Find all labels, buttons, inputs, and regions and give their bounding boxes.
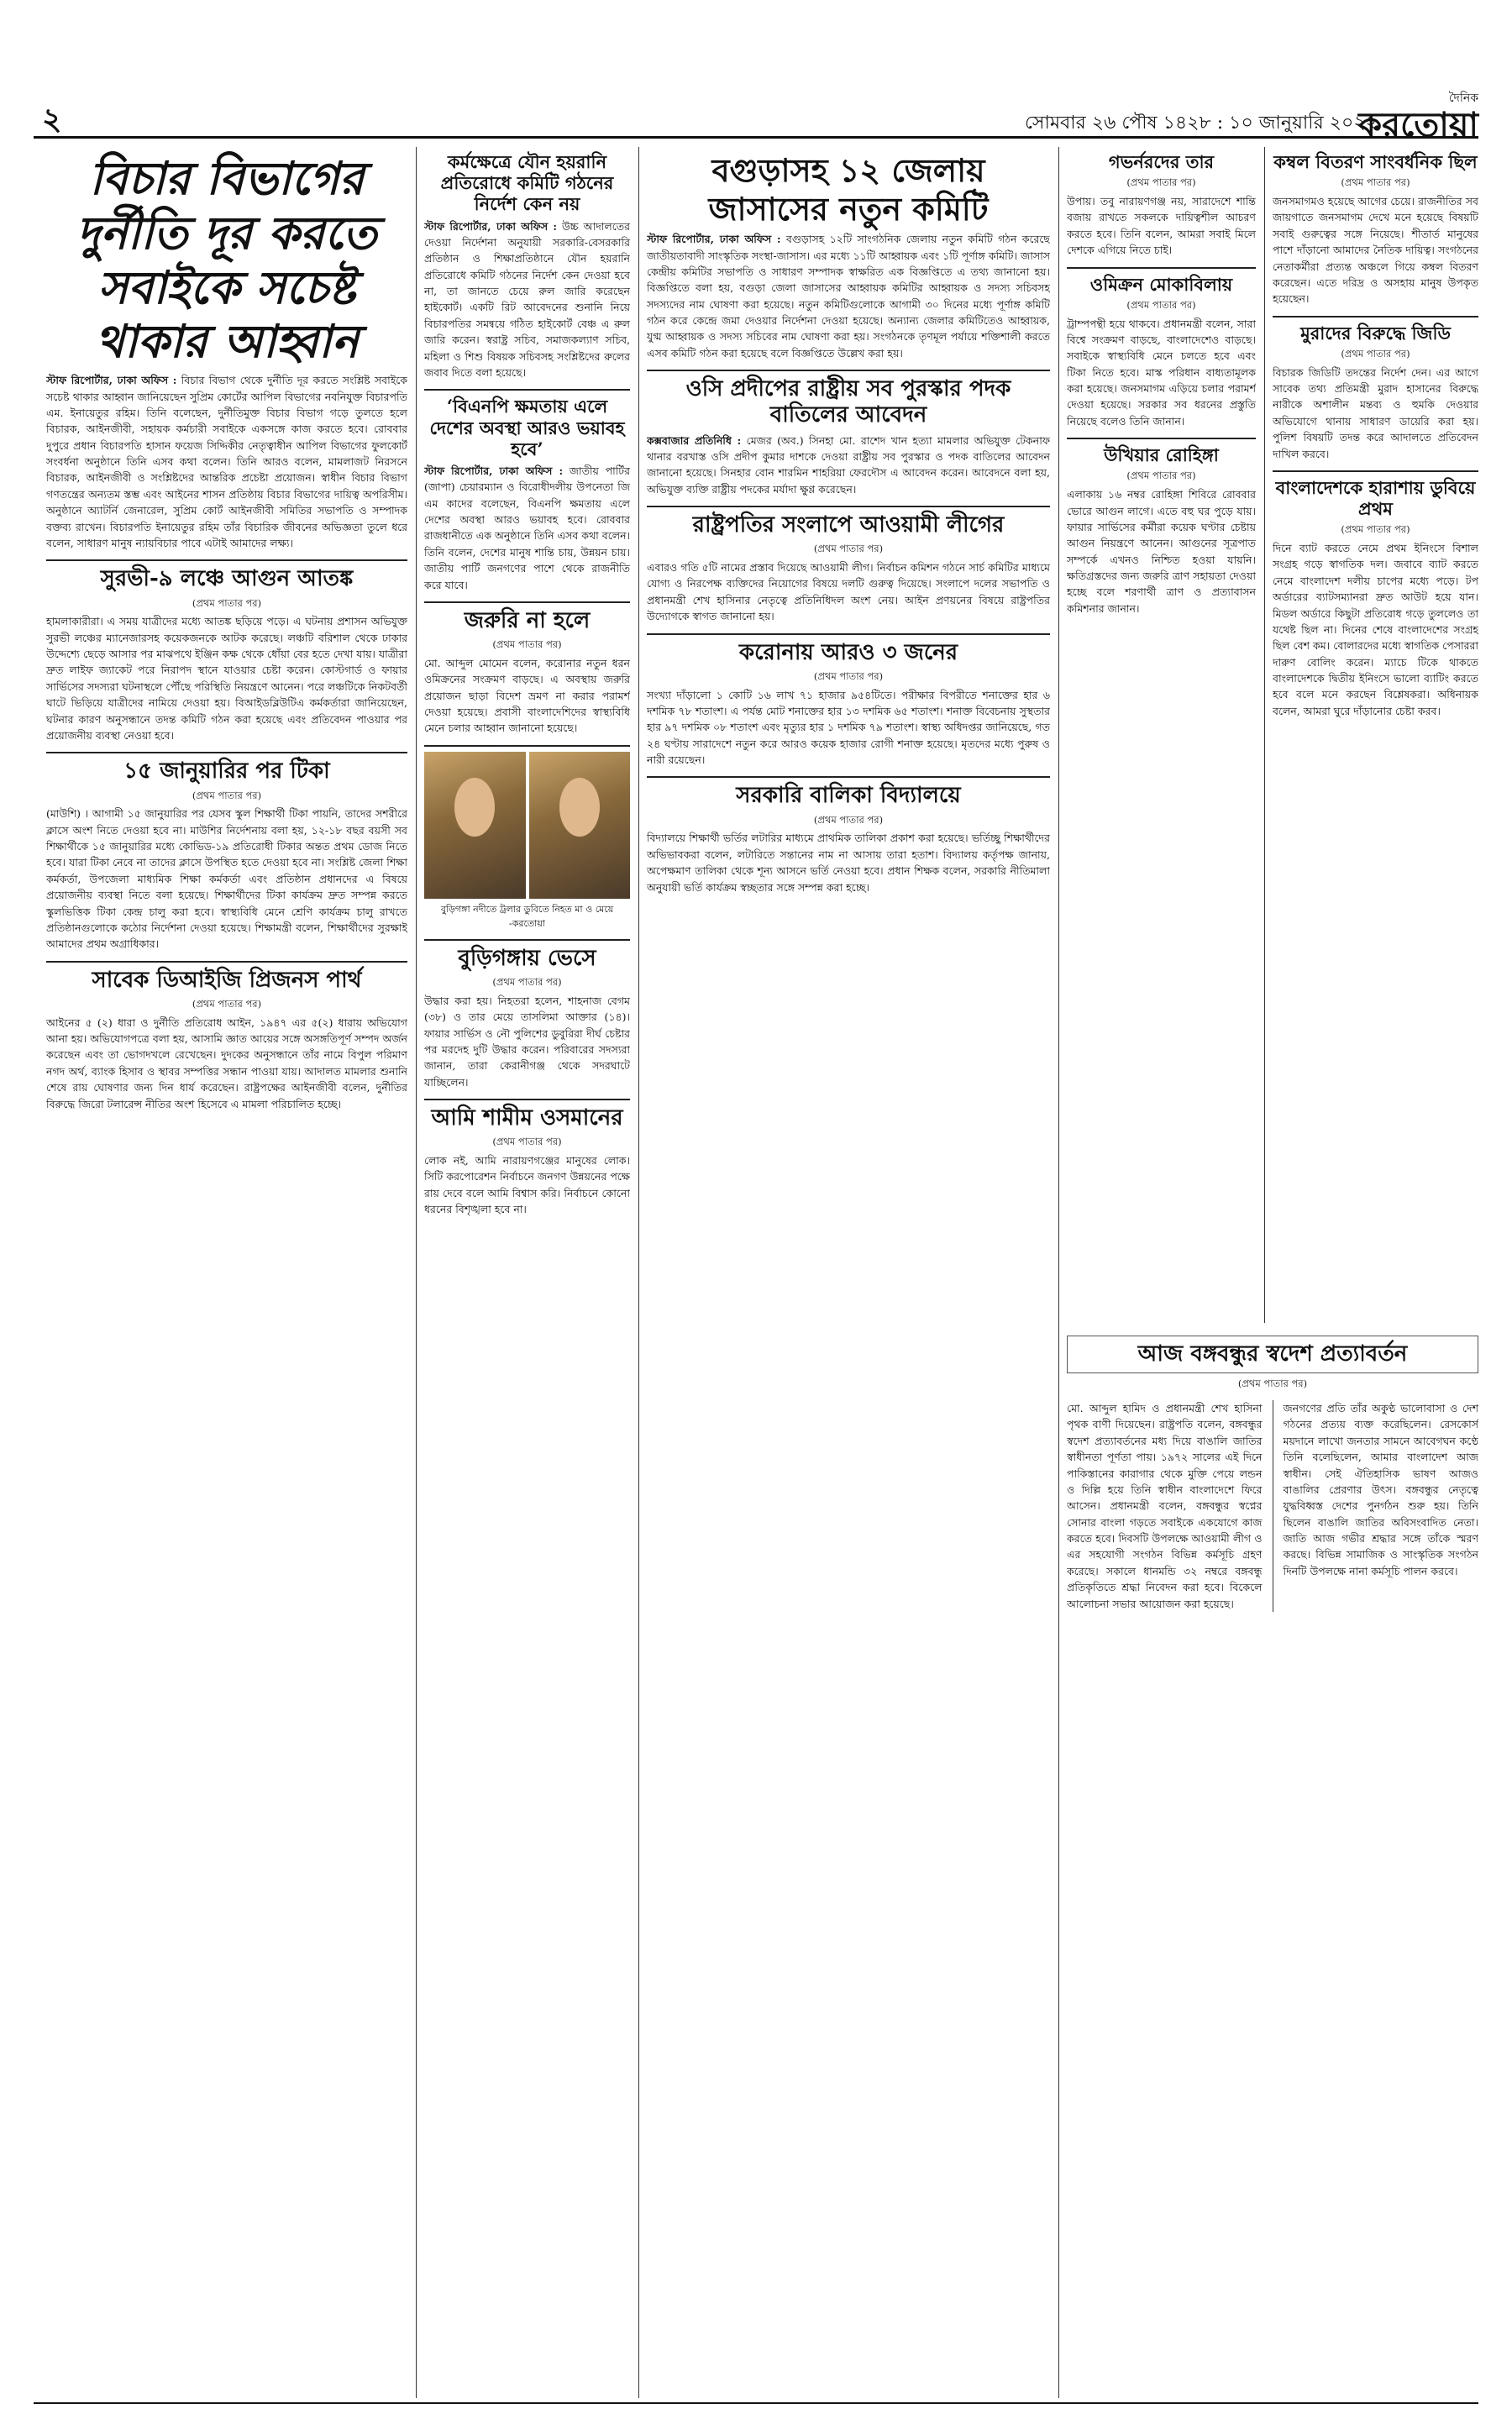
- article: [46, 758, 407, 952]
- continued-label: (প্রথম পাতার পর): [813, 543, 884, 555]
- article-body: দিনে ব্যাট করতে নেমে প্রথম ইনিংসে বিশাল সংগ্রহ গড়ে স্বাগতিক দল। জবাবে ব্যাট করতে নেমে বাংলাদেশ দলীয় চাপের মধ্যে পড়ে। টপ অর্ডারের ব্যাটসম্যানরা দ্রুত আউট হয়ে যান। মিডল অর্ডারে কিছুটা প্রতিরোধ গড়ে তুললেও তা যথেষ্ট ছিল না। দিনের শেষে বাংলাদেশের সংগ্রহ ছিল বেশ কম। বোলারদের মধ্যে স্বাগতিক পেসাররা দারুণ বোলিং করেন। ম্যাচে টিকে থাকতে বাংলাদেশকে দ্বিতীয় ইনিংসে ভালো ব্যাটিং করতে হবে বলে মনে করছেন বিশ্লেষকরা। অধিনায়ক বলেন, আমরা ঘুরে দাঁড়ানোর চেষ্টা করব।: [1273, 542, 1478, 717]
- continued-label: (প্রথম পাতার পর): [1341, 176, 1410, 189]
- headline: জরুরি না হলে: [464, 607, 591, 633]
- continued-label: (প্রথম পাতার পর): [813, 669, 884, 682]
- byline: স্টাফ রিপোর্টার, ঢাকা অফিস :: [424, 464, 564, 477]
- article-body: উচ্চ আদালতের দেওয়া নির্দেশনা অনুযায়ী সরকারি-বেসরকারি প্রতিষ্ঠান ও শিক্ষাপ্রতিষ্ঠানে যৌন হয়রানি প্রতিরোধে কমিটি গঠনের নির্দেশ কেন দেওয়া হবে না, তা জানতে চেয়ে রুল জারি করেছেন হাইকোর্ট। একটি রিট আবেদনের শুনানি নিয়ে বিচারপতির সমন্বয়ে গঠিত হাইকোর্ট বেঞ্চ এ রুল জারি করেন। স্বরাষ্ট্র সচিব, সমাজকল্যাণ সচিব, মহিলা ও শিশু বিষয়ক সচিবসহ সংশ্লিষ্টদের রুলের জবাব দিতে বলা হয়েছে।: [424, 219, 630, 379]
- article: [46, 968, 407, 1112]
- column-3: [647, 151, 1050, 2394]
- article-body: উদ্ধার করা হয়। নিহতরা হলেন, শাহনাজ বেগম (৩৮) ও তার মেয়ে তাসলিমা আক্তার (১৪)। ফায়ার সার্ভিস ও নৌ পুলিশের ডুবুরিরা দীর্ঘ চেষ্টার পর মরদেহ দুটি উদ্ধার করেন। পরিবারের সদস্যরা জানান, তারা কেরানীগঞ্জ থেকে সদরঘাটে যাচ্ছিলেন।: [424, 994, 630, 1089]
- photo-left: [424, 752, 526, 899]
- headline: ১৫ জানুয়ারির পর টিকা: [123, 758, 330, 785]
- article: [424, 1105, 630, 1218]
- headline: রাষ্ট্রপতির সংলাপে আওয়ামী লীগের: [692, 512, 1005, 538]
- continued-label: (প্রথম পাতার পর): [192, 596, 262, 609]
- column-4: [1067, 151, 1256, 1323]
- continued-label: (প্রথম পাতার পর): [492, 638, 562, 651]
- continued-label: (প্রথম পাতার পর): [1126, 470, 1196, 482]
- byline: স্টাফ রিপোর্টার, ঢাকা অফিস :: [46, 374, 177, 387]
- article: [647, 783, 1050, 895]
- continued-label: (প্রথম পাতার পর): [192, 789, 262, 801]
- headline: উখিয়ার রোহিঙ্গা: [1104, 444, 1219, 466]
- article: [647, 376, 1050, 497]
- headline: ওসি প্রদীপের রাষ্ট্রীয় সব পুরস্কার পদক বাতিলের আবেদন: [685, 376, 1011, 428]
- article-body: মেজর (অব.) সিনহা মো. রাশেদ খান হত্যা মামলার অভিযুক্ত টেকনাফ থানার বরখাস্ত ওসি প্রদীপ কুমার দাশকে দেওয়া রাষ্ট্রীয় সব পুরস্কার ও পদক বাতিলের আবেদন জানানো হয়েছে। সিনহার বোন শারমিন শাহরিয়া ফেরদৌস এ আবেদন করেন। আবেদনে বলা হয়, অভিযুক্ত ব্যক্তি রাষ্ট্রীয় পদকের মর্যাদা ক্ষুণ্ণ করেছেন।: [647, 433, 1050, 496]
- headline: বুড়িগঙ্গায় ভেসে: [458, 945, 596, 971]
- continued-label: (প্রথম পাতার পর): [1341, 347, 1410, 360]
- headline: ওমিক্রন মোকাবিলায়: [1089, 273, 1233, 295]
- article-body: জনসমাগমও হয়েছে আগের চেয়ে। রাজনীতির সব জায়গাতে জনসমাগম দেখে মনে হয়েছে বিষয়টি সবাই গুরুত্বের সঙ্গে নিয়েছে। শীতার্ত মানুষের পাশে দাঁড়ানো আমাদের নৈতিক দায়িত্ব। সংগঠনের নেতাকর্মীরা প্রত্যন্ত অঞ্চলে গিয়ে কম্বল বিতরণ করেছেন। এতে দরিদ্র ও অসহায় মানুষ উপকৃত হয়েছেন।: [1273, 195, 1478, 306]
- article-bangabandhu: [1067, 1336, 1478, 2394]
- headline: সরকারি বালিকা বিদ্যালয়ে: [736, 783, 961, 809]
- continued-label: (প্রথম পাতার পর): [492, 1136, 562, 1148]
- byline: স্টাফ রিপোর্টার, ঢাকা অফিস :: [647, 233, 781, 246]
- page-header: [34, 92, 1478, 144]
- headline: কর্মক্ষেত্রে যৌন হয়রানি প্রতিরোধে কমিটি গঠনের নির্দেশ কেন নয়: [440, 151, 614, 215]
- headline: আমি শামীম ওসমানের: [431, 1105, 623, 1131]
- headline: বিচার বিভাগের দুর্নীতি দূর করতে সবাইকে সচেষ্ট থাকার আহ্বান: [76, 151, 377, 369]
- article: [46, 151, 407, 551]
- headline: ‘বিএনপি ক্ষমতায় এলে দেশের অবস্থা আরও ভয়াবহ হবে’: [429, 396, 625, 459]
- continued-label: (প্রথম পাতার পর): [492, 976, 562, 989]
- article: [46, 566, 407, 743]
- article-body: সংখ্যা দাঁড়ালো ১ কোটি ১৬ লাখ ৭১ হাজার ৯৫৪টিতে। পরীক্ষার বিপরীতে শনাক্তের হার ৬ দশমিক ৭৮ শতাংশ। এ পর্যন্ত মোট শনাক্তের হার ১৩ দশমিক ৬৫ শতাংশ। শনাক্ত বিবেচনায় সুস্থতার হার ৯৭ দশমিক ০৮ শতাংশ এবং মৃত্যুর হার ১ দশমিক ৭৯ শতাংশ। স্বাস্থ্য অধিদপ্তর জানিয়েছে, গত ২৪ ঘণ্টায় সারাদেশে নতুন করে আরও কয়েক হাজার রোগী শনাক্ত হয়েছে। মৃতদের মধ্যে পুরুষ ও নারী রয়েছেন।: [647, 688, 1050, 767]
- article-body-left: মো. আব্দুল হামিদ ও প্রধানমন্ত্রী শেখ হাসিনা পৃথক বাণী দিয়েছেন। রাষ্ট্রপতি বলেন, বঙ্গবন্ধুর স্বদেশ প্রত্যাবর্তনের মধ্য দিয়ে বাঙালি জাতির স্বাধীনতা পূর্ণতা পায়। ১৯৭২ সালের এই দিনে পাকিস্তানের কারাগার থেকে মুক্তি পেয়ে লন্ডন ও দিল্লি হয়ে তিনি স্বাধীন বাংলাদেশে ফিরে আসেন। প্রধানমন্ত্রী বলেন, বঙ্গবন্ধুর স্বপ্নের সোনার বাংলা গড়তে সবাইকে একযোগে কাজ করতে হবে। দিবসটি উপলক্ষে আওয়ামী লীগ ও এর সহযোগী সংগঠন বিভিন্ন কর্মসূচি গ্রহণ করেছে। সকালে ধানমন্ডি ৩২ নম্বরে বঙ্গবন্ধু প্রতিকৃতিতে শ্রদ্ধা নিবেদন করা হবে। বিকেলে আলোচনা সভার আয়োজন করা হয়েছে।: [1067, 1402, 1263, 1610]
- article-body: বিচার বিভাগ থেকে দুর্নীতি দূর করতে সংশ্লিষ্ট সবাইকে সচেষ্ট থাকার আহ্বান জানিয়েছেন সুপ্রিম কোর্টের আপিল বিভাগের নবনিযুক্ত বিচারপতি এম. ইনায়েতুর রহিম। তিনি বলেছেন, দুর্নীতিমুক্ত বিচার বিভাগ গড়ে তুলতে হলে বিচারক, আইনজীবী, সহায়ক কর্মচারী সবাইকে একসঙ্গে কাজ করতে হবে। রোববার দুপুরে প্রধান বিচারপতি হাসান ফয়েজ সিদ্দিকীর নেতৃত্বাধীন আপিল বিভাগের ফুলকোর্ট সংবর্ধনা অনুষ্ঠানে তিনি এসব কথা বলেন। তিনি আরও বলেন, মামলাজট নিরসনে বিচারক, আইনজীবী ও সংশ্লিষ্টদের আন্তরিক প্রচেষ্টা প্রয়োজন। স্বাধীন বিচার বিভাগ গণতন্ত্রের অন্যতম স্তম্ভ এবং আইনের শাসন প্রতিষ্ঠায় বিচার বিভাগের দায়িত্ব অপরিসীম। অনুষ্ঠানে অ্যাটর্নি জেনারেল, সুপ্রিম কোর্ট আইনজীবী সমিতির সভাপতি ও সম্পাদক বক্তব্য রাখেন। বিচারপতি ইনায়েতুর রহিম তাঁর বিচারিক জীবনের অভিজ্ঞতা তুলে ধরে বলেন, সাধারণ মানুষ ন্যায়বিচার পাবে এটাই আমাদের লক্ষ্য।: [46, 374, 407, 549]
- continued-label: (প্রথম পাতার পর): [1126, 176, 1196, 189]
- article-body: হামলাকারীরা। এ সময় যাত্রীদের মধ্যে আতঙ্ক ছড়িয়ে পড়ে। এ ঘটনায় প্রশাসন অভিযুক্ত সুরভী লঞ্চের ম্যানেজারসহ কয়েকজনকে আটক করেছে। লঞ্চটি বরিশাল থেকে ঢাকার উদ্দেশ্যে ছেড়ে আসার পর মাঝপথে ইঞ্জিন কক্ষ থেকে ধোঁয়া বের হতে দেখা যায়। যাত্রীরা দ্রুত লাইফ জ্যাকেট পরে নিরাপদ স্থানে যাওয়ার চেষ্টা করেন। কোস্টগার্ড ও ফায়ার সার্ভিসের সদস্যরা ঘটনাস্থলে পৌঁছে পরিস্থিতি নিয়ন্ত্রণে আনেন। পরে লঞ্চটিকে নিকটবর্তী ঘাটে ভিড়িয়ে যাত্রীদের নামিয়ে দেওয়া হয়। বিআইডব্লিউটিএ কর্মকর্তারা জানিয়েছেন, ঘটনার কারণ অনুসন্ধানে তদন্ত কমিটি গঠন করা হয়েছে এবং প্রতিবেদন পাওয়ার পর প্রয়োজনীয় ব্যবস্থা নেওয়া হবে।: [46, 615, 407, 742]
- article: [424, 752, 630, 931]
- headline: কম্বল বিতরণ সাংবর্ধনিক ছিল: [1273, 151, 1478, 172]
- article-body: এলাকায় ১৬ নম্বর রোহিঙ্গা শিবিরে রোববার ভোরে আগুন লাগে। এতে বহু ঘর পুড়ে যায়। ফায়ার সার্ভিসের কর্মীরা কয়েক ঘণ্টার চেষ্টায় আগুন নিয়ন্ত্রণে আনেন। আগুনের সূত্রপাত সম্পর্কে এখনও নিশ্চিত হওয়া যায়নি। ক্ষতিগ্রস্তদের জন্য জরুরি ত্রাণ সহায়তা দেওয়া হচ্ছে বলে শরণার্থী ত্রাণ ও প্রত্যাবাসন কমিশনার জানান।: [1067, 488, 1256, 615]
- headline: গভর্নরদের তার: [1108, 151, 1215, 172]
- headline: সুরভী-৯ লঞ্চে আগুন আতঙ্ক: [100, 566, 354, 592]
- article-body: লোক নই, আমি নারায়ণগঞ্জের মানুষের লোক। সিটি করপোরেশন নির্বাচনে জনগণ উন্নয়নের পক্ষে রায় দেবে বলে আমি বিশ্বাস করি। নির্বাচনে কোনো ধরনের বিশৃঙ্খলা হবে না।: [424, 1154, 630, 1216]
- article-body: ট্রাম্পপন্থী হয়ে থাকবে। প্রধানমন্ত্রী বলেন, সারা বিশ্বে সংক্রমণ বাড়ছে, বাংলাদেশেও বাড়ছে। সবাইকে স্বাস্থ্যবিধি মেনে চলতে হবে এবং টিকা নিতে হবে। মাস্ক পরিধান বাধ্যতামূলক করা হয়েছে। জনসমাগম এড়িয়ে চলার পরামর্শ দেওয়া হয়েছে। সরকার সব ধরনের প্রস্তুতি নিয়েছে বলেও তিনি জানান।: [1067, 317, 1256, 428]
- article-body: বগুড়াসহ ১২টি সাংগঠনিক জেলায় নতুন কমিটি গঠন করেছে জাতীয়তাবাদী সাংস্কৃতিক সংস্থা-জাসাস। এর মধ্যে ১১টি আহ্বায়ক এবং ১টি পূর্ণাঙ্গ কমিটি। জাসাস কেন্দ্রীয় কমিটির সভাপতি ও সাধারণ সম্পাদক স্বাক্ষরিত এক বিজ্ঞপ্তিতে এ তথ্য জানানো হয়। বিজ্ঞপ্তিতে বলা হয়, বগুড়া জেলা জাসাসের আহ্বায়ক কমিটির আহ্বায়ক ও সদস্য সচিবসহ সদস্যদের নাম ঘোষণা করা হয়েছে। নতুন কমিটিগুলোকে আগামী ৩০ দিনের মধ্যে পূর্ণাঙ্গ কমিটি গঠন করে কেন্দ্রে জমা দেওয়ার নির্দেশনা দেওয়া হয়েছে। অন্যান্য জেলার কমিটিতেও আহ্বায়ক, যুগ্ম আহ্বায়ক ও সদস্য সচিবের নাম ঘোষণা করা হয়। সংগঠনকে তৃণমূল পর্যায়ে শক্তিশালী করতে এসব কমিটি গঠন করা হয়েছে বলে বিজ্ঞপ্তিতে উল্লেখ করা হয়।: [647, 233, 1050, 360]
- article: [424, 608, 630, 737]
- headline: বাংলাদেশকে হারাশায় ডুবিয়ে প্রথম: [1275, 476, 1476, 520]
- column-5: [1273, 151, 1478, 1323]
- article-body: (মাউশি) । আগামী ১৫ জানুয়ারির পর যেসব স্কুল শিক্ষার্থী টিকা পায়নি, তাদের সশরীরে ক্লাসে অংশ নিতে দেওয়া হবে না। মাউশির নির্দেশনায় বলা হয়, ১২-১৮ বছর বয়সী সব শিক্ষার্থীকে ১৫ জানুয়ারির মধ্যে কোভিড-১৯ প্রতিরোধী টিকার অন্তত প্রথম ডোজ নিতে হবে। যারা টিকা নেবে না তাদের ক্লাসে উপস্থিত হতে দেওয়া হবে না। সংশ্লিষ্ট জেলা শিক্ষা কর্মকর্তা, উপজেলা মাধ্যমিক শিক্ষা কর্মকর্তা এবং প্রতিষ্ঠান প্রধানদের এ বিষয়ে প্রয়োজনীয় ব্যবস্থা নিতে বলা হয়েছে। শিক্ষার্থীদের টিকা কার্যক্রম দ্রুত সম্পন্ন করতে স্কুলভিত্তিক টিকা কেন্দ্র চালু করা হবে। স্বাস্থ্যবিধি মেনে শ্রেণি কার্যক্রম চালু রাখতে প্রতিষ্ঠানগুলোকে কঠোর নির্দেশনা দেওয়া হয়েছে। শিক্ষামন্ত্রী বলেন, শিক্ষার্থীদের সুরক্ষাই আমাদের প্রথম অগ্রাধিকার।: [46, 807, 407, 951]
- article: [1273, 151, 1478, 307]
- headline: মুরাদের বিরুদ্ধে জিডি: [1300, 322, 1451, 344]
- article: [1067, 274, 1256, 430]
- article-body: বিচারক জিডিটি তদন্তের নির্দেশ দেন। এর আগে সাবেক তথ্য প্রতিমন্ত্রী মুরাদ হাসানের বিরুদ্ধে নারীকে অশালীন মন্তব্য ও হুমকি দেওয়ার অভিযোগে থানায় সাধারণ ডায়েরি করা হয়। পুলিশ বিষয়টি তদন্ত করে আদালতে প্রতিবেদন দাখিল করবে।: [1273, 365, 1478, 460]
- article: [1273, 323, 1478, 462]
- continued-label: (প্রথম পাতার পর): [1237, 1378, 1308, 1390]
- continued-label: (প্রথম পাতার পর): [1341, 523, 1410, 536]
- continued-label: (প্রথম পাতার পর): [1126, 298, 1196, 311]
- headline: সাবেক ডিআইজি প্রিজনস পার্থ: [92, 967, 362, 993]
- article-body: আইনের ৫ (২) ধারা ও দুর্নীতি প্রতিরোধ আইন, ১৯৪৭ এর ৫(২) ধারায় অভিযোগ আনা হয়। অভিযোগপত্রে বলা হয়, আসামি জ্ঞাত আয়ের সঙ্গে অসঙ্গতিপূর্ণ সম্পদ অর্জন করেছেন এবং তা ভোগদখলে রেখেছেন। দুদকের অনুসন্ধানে তাঁর নামে বিপুল পরিমাণ নগদ অর্থ, ব্যাংক হিসাব ও স্থাবর সম্পত্তির সন্ধান পাওয়া যায়। আদালত মামলার শুনানি শেষে রায় ঘোষণার জন্য দিন ধার্য করেছেন। রাষ্ট্রপক্ষের আইনজীবী বলেন, দুর্নীতির বিরুদ্ধে জিরো টলারেন্স নীতির অংশ হিসেবে এ মামলা পরিচালিত হচ্ছে।: [46, 1016, 407, 1110]
- article-body-right: জনগণের প্রতি তাঁর অকুণ্ঠ ভালোবাসা ও দেশ গঠনের প্রত্যয় ব্যক্ত করেছিলেন। রেসকোর্স ময়দানে লাখো জনতার সামনে আবেগঘন কণ্ঠে তিনি বলেছিলেন, আমার বাংলাদেশ আজ স্বাধীন। সেই ঐতিহাসিক ভাষণ আজও বাঙালির প্রেরণার উৎস। বঙ্গবন্ধুর নেতৃত্বে যুদ্ধবিধ্বস্ত দেশের পুনর্গঠন শুরু হয়। তিনি ছিলেন বাঙালি জাতির অবিসংবাদিত নেতা। জাতি আজ গভীর শ্রদ্ধার সঙ্গে তাঁকে স্মরণ করছে। বিভিন্ন সামাজিক ও সাংস্কৃতিক সংগঠন দিনটি উপলক্ষে নানা কর্মসূচি পালন করবে।: [1283, 1402, 1478, 1577]
- headline: আজ বঙ্গবন্ধুর স্বদেশ প্রত্যাবর্তন: [1067, 1336, 1478, 1373]
- article: [647, 512, 1050, 625]
- article: [424, 151, 630, 381]
- article: [424, 396, 630, 593]
- photo-caption: বুড়িগঙ্গা নদীতে ট্রলার ডুবিতে নিহত মা ও মেয়ে -করতোয়া: [440, 903, 614, 929]
- masthead: [1358, 88, 1478, 142]
- article-body: উপায়। তবু নারায়ণগঞ্জ নয়, সারাদেশে শান্তি বজায় রাখতে সকলকে দায়িত্বশীল আচরণ করতে হবে। তিনি বলেন, আমরা সবাই মিলে দেশকে এগিয়ে নিতে চাই।: [1067, 195, 1256, 257]
- continued-label: (প্রথম পাতার পর): [813, 813, 884, 826]
- issue-date: সোমবার ২৬ পৌষ ১৪২৮ : ১০ জানুয়ারি ২০২২: [1025, 113, 1378, 134]
- byline: স্টাফ রিপোর্টার, ঢাকা অফিস :: [424, 219, 558, 233]
- article-body: জাতীয় পার্টির (জাপা) চেয়ারম্যান ও বিরোধীদলীয় উপনেতা জি এম কাদের বলেছেন, বিএনপি ক্ষমতায় এলে দেশের অবস্থা আরও ভয়াবহ হবে। রোববার রাজধানীতে এক অনুষ্ঠানে তিনি এসব কথা বলেন। তিনি বলেন, দেশের মানুষ শান্তি চায়, উন্নয়ন চায়। জাতীয় পার্টি জনগণের পাশে থেকে রাজনীতি করে যাবে।: [424, 464, 630, 591]
- masthead-title: করতোয়া: [1358, 105, 1478, 144]
- article: [424, 946, 630, 1090]
- article-body: এবারও গতি ৫টি নামের প্রস্তাব দিয়েছে আওয়ামী লীগ। নির্বাচন কমিশন গঠনে সার্চ কমিটির মাধ্যমে যোগ্য ও নিরপেক্ষ ব্যক্তিদের নিয়োগের বিষয়ে দলটি গুরুত্ব দিয়েছে। সংলাপে দলের সভাপতি ও প্রধানমন্ত্রী শেখ হাসিনার নেতৃত্বে প্রতিনিধিদল অংশ নেয়। আইন প্রণয়নের বিষয়ে রাষ্ট্রপতির উদ্যোগকে স্বাগত জানানো হয়।: [647, 561, 1050, 623]
- photo-right: [529, 752, 631, 899]
- column-1: [46, 151, 407, 2394]
- continued-label: (প্রথম পাতার পর): [192, 997, 262, 1010]
- masthead-small: দৈনিক: [1448, 92, 1478, 105]
- news-photo: [424, 752, 630, 899]
- article-body: বিদ্যালয়ে শিক্ষার্থী ভর্তির লটারির মাধ্যমে প্রাথমিক তালিকা প্রকাশ করা হয়েছে। ভর্তিচ্ছু শিক্ষার্থীদের অভিভাবকরা বলেন, লটারিতে সন্তানের নাম না আসায় তারা হতাশ। বিদ্যালয় কর্তৃপক্ষ জানায়, অপেক্ষমাণ তালিকা থেকে শূন্য আসনে ভর্তি নেওয়া হবে। প্রধান শিক্ষক বলেন, সরকারি নীতিমালা অনুযায়ী ভর্তি কার্যক্রম স্বচ্ছতার সঙ্গে সম্পন্ন করা হচ্ছে।: [647, 832, 1050, 894]
- page-number: ২: [42, 102, 62, 137]
- article: [1067, 444, 1256, 617]
- headline: করোনায় আরও ৩ জনের: [738, 639, 958, 665]
- article: [647, 151, 1050, 361]
- byline: কক্সবাজার প্রতিনিধি :: [647, 433, 742, 447]
- article: [647, 640, 1050, 769]
- headline: বগুড়াসহ ১২ জেলায় জাসাসের নতুন কমিটি: [708, 151, 989, 228]
- column-2: [424, 151, 630, 2394]
- article: [1067, 151, 1256, 259]
- article-body: মো. আব্দুল মোমেন বলেন, করোনার নতুন ধরন ওমিক্রনের সংক্রমণ বাড়ছে। এ অবস্থায় জরুরি প্রয়োজন ছাড়া বিদেশ ভ্রমণ না করার পরামর্শ দেওয়া হয়েছে। প্রবাসী বাংলাদেশিদের স্বাস্থ্যবিধি মেনে চলার আহ্বান জানানো হয়েছে।: [424, 656, 630, 735]
- article: [1273, 477, 1478, 719]
